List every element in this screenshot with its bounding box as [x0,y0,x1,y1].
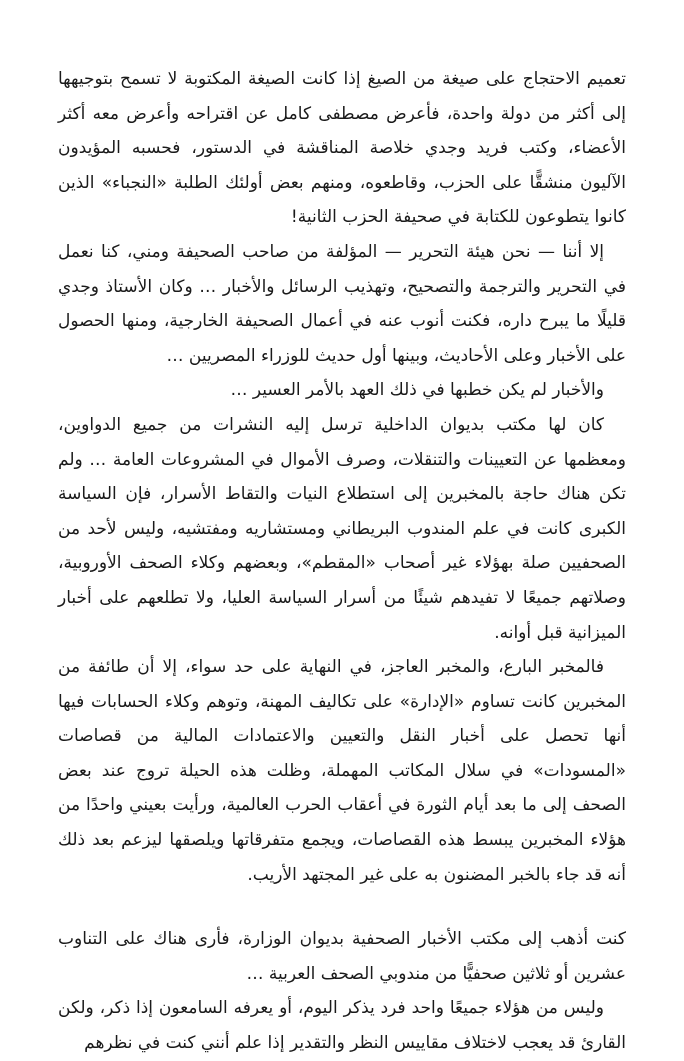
document-page [58,62,626,1061]
paragraph-7: وليس من هؤلاء جميعًا واحد فرد يذكر اليوم، أو يعرفه السامعون إذا ذكر، ولكن القارئ قد يعجب لاختلاف مقاييس النظر والتقدير إذا علم أنني كنت في نظرهم [58,998,626,1054]
paragraph-6: كنت أذهب إلى مكتب الأخبار الصحفية بديوان الوزارة، فأرى هناك على التناوب عشرين أو ثلاثين صحفيًّا من مندوبي الصحف العربية … [58,929,626,984]
paragraph-1: تعميم الاحتجاج على صيغة من الصيغ إذا كانت الصيغة المكتوبة لا تسمح بتوجيهها إلى أكثر من دولة واحدة، فأعرض مصطفى كامل عن اقتراحه وأعرض معه أكثر الأعضاء، وكتب فريد وجدي خلاصة المناقشة في الدستور، فحسبه المؤيدون الآليون منشقًّا على الحزب، وقاطعوه، ومنهم بعض أولئك الطلبة «النجباء» الذين كانوا يتطوعون للكتابة في صحيفة الحزب الثانية! [58,69,626,228]
paragraph-4: كان لها مكتب بديوان الداخلية ترسل إليه النشرات من جميع الدواوين، ومعظمها عن التعيينات والتنقلات، وصرف الأموال في المشروعات العامة … ولم تكن هناك حاجة بالمخبرين إلى استطلاع النيات والتقاط الأسرار، فإن السياسة الكبرى كانت في علم المندوب البريطاني ومستشاريه ومفتشيه، وليس لأحد من الصحفيين صلة بهؤلاء غير أصحاب «المقطم»، وبعضهم وكلاء الصحف الأوروبية، وصلاتهم جميعًا لا تفيدهم شيئًا من أسرار السياسة العليا، ولا تطلعهم على أخبار الميزانية قبل أوانه. [58,414,626,643]
paragraph-2: إلا أننا — نحن هيئة التحرير — المؤلفة من صاحب الصحيفة ومني، كنا نعمل في التحرير والترجمة والتصحيح، وتهذيب الرسائل والأخبار … وكان الأستاذ وجدي قليلًا ما يبرح داره، فكنت أنوب عنه في أعمال الصحيفة الخارجية، ومنها الحصول على الأخبار وعلى الأحاديث، وبينها أول حديث للوزراء المصريين … [58,241,626,366]
paragraph-5: فالمخبر البارع، والمخبر العاجز، في النهاية على حد سواء، إلا أن طائفة من المخبرين كانت تساوم «الإدارة» على تكاليف المهنة، وتوهم وكلاء الحسابات فيها أنها تحصل على أخبار النقل والتعيين والاعتمادات المالية من قصاصات «المسودات» في سلال المكاتب المهملة، وظلت هذه الحيلة تروج عند بعض الصحف إلى ما بعد أيام الثورة في أعقاب الحرب العالمية، ورأيت بعيني واحدًا من هؤلاء المخبرين يبسط هذه القصاصات، ويجمع متفرقاتها ويلصقها ليزعم بعد ذلك أنه قد جاء بالخبر المضنون به على غير المجتهد الأريب. [58,657,626,885]
paragraph-3: والأخبار لم يكن خطبها في ذلك العهد بالأمر العسير … [230,380,604,401]
section-gap [58,892,626,922]
